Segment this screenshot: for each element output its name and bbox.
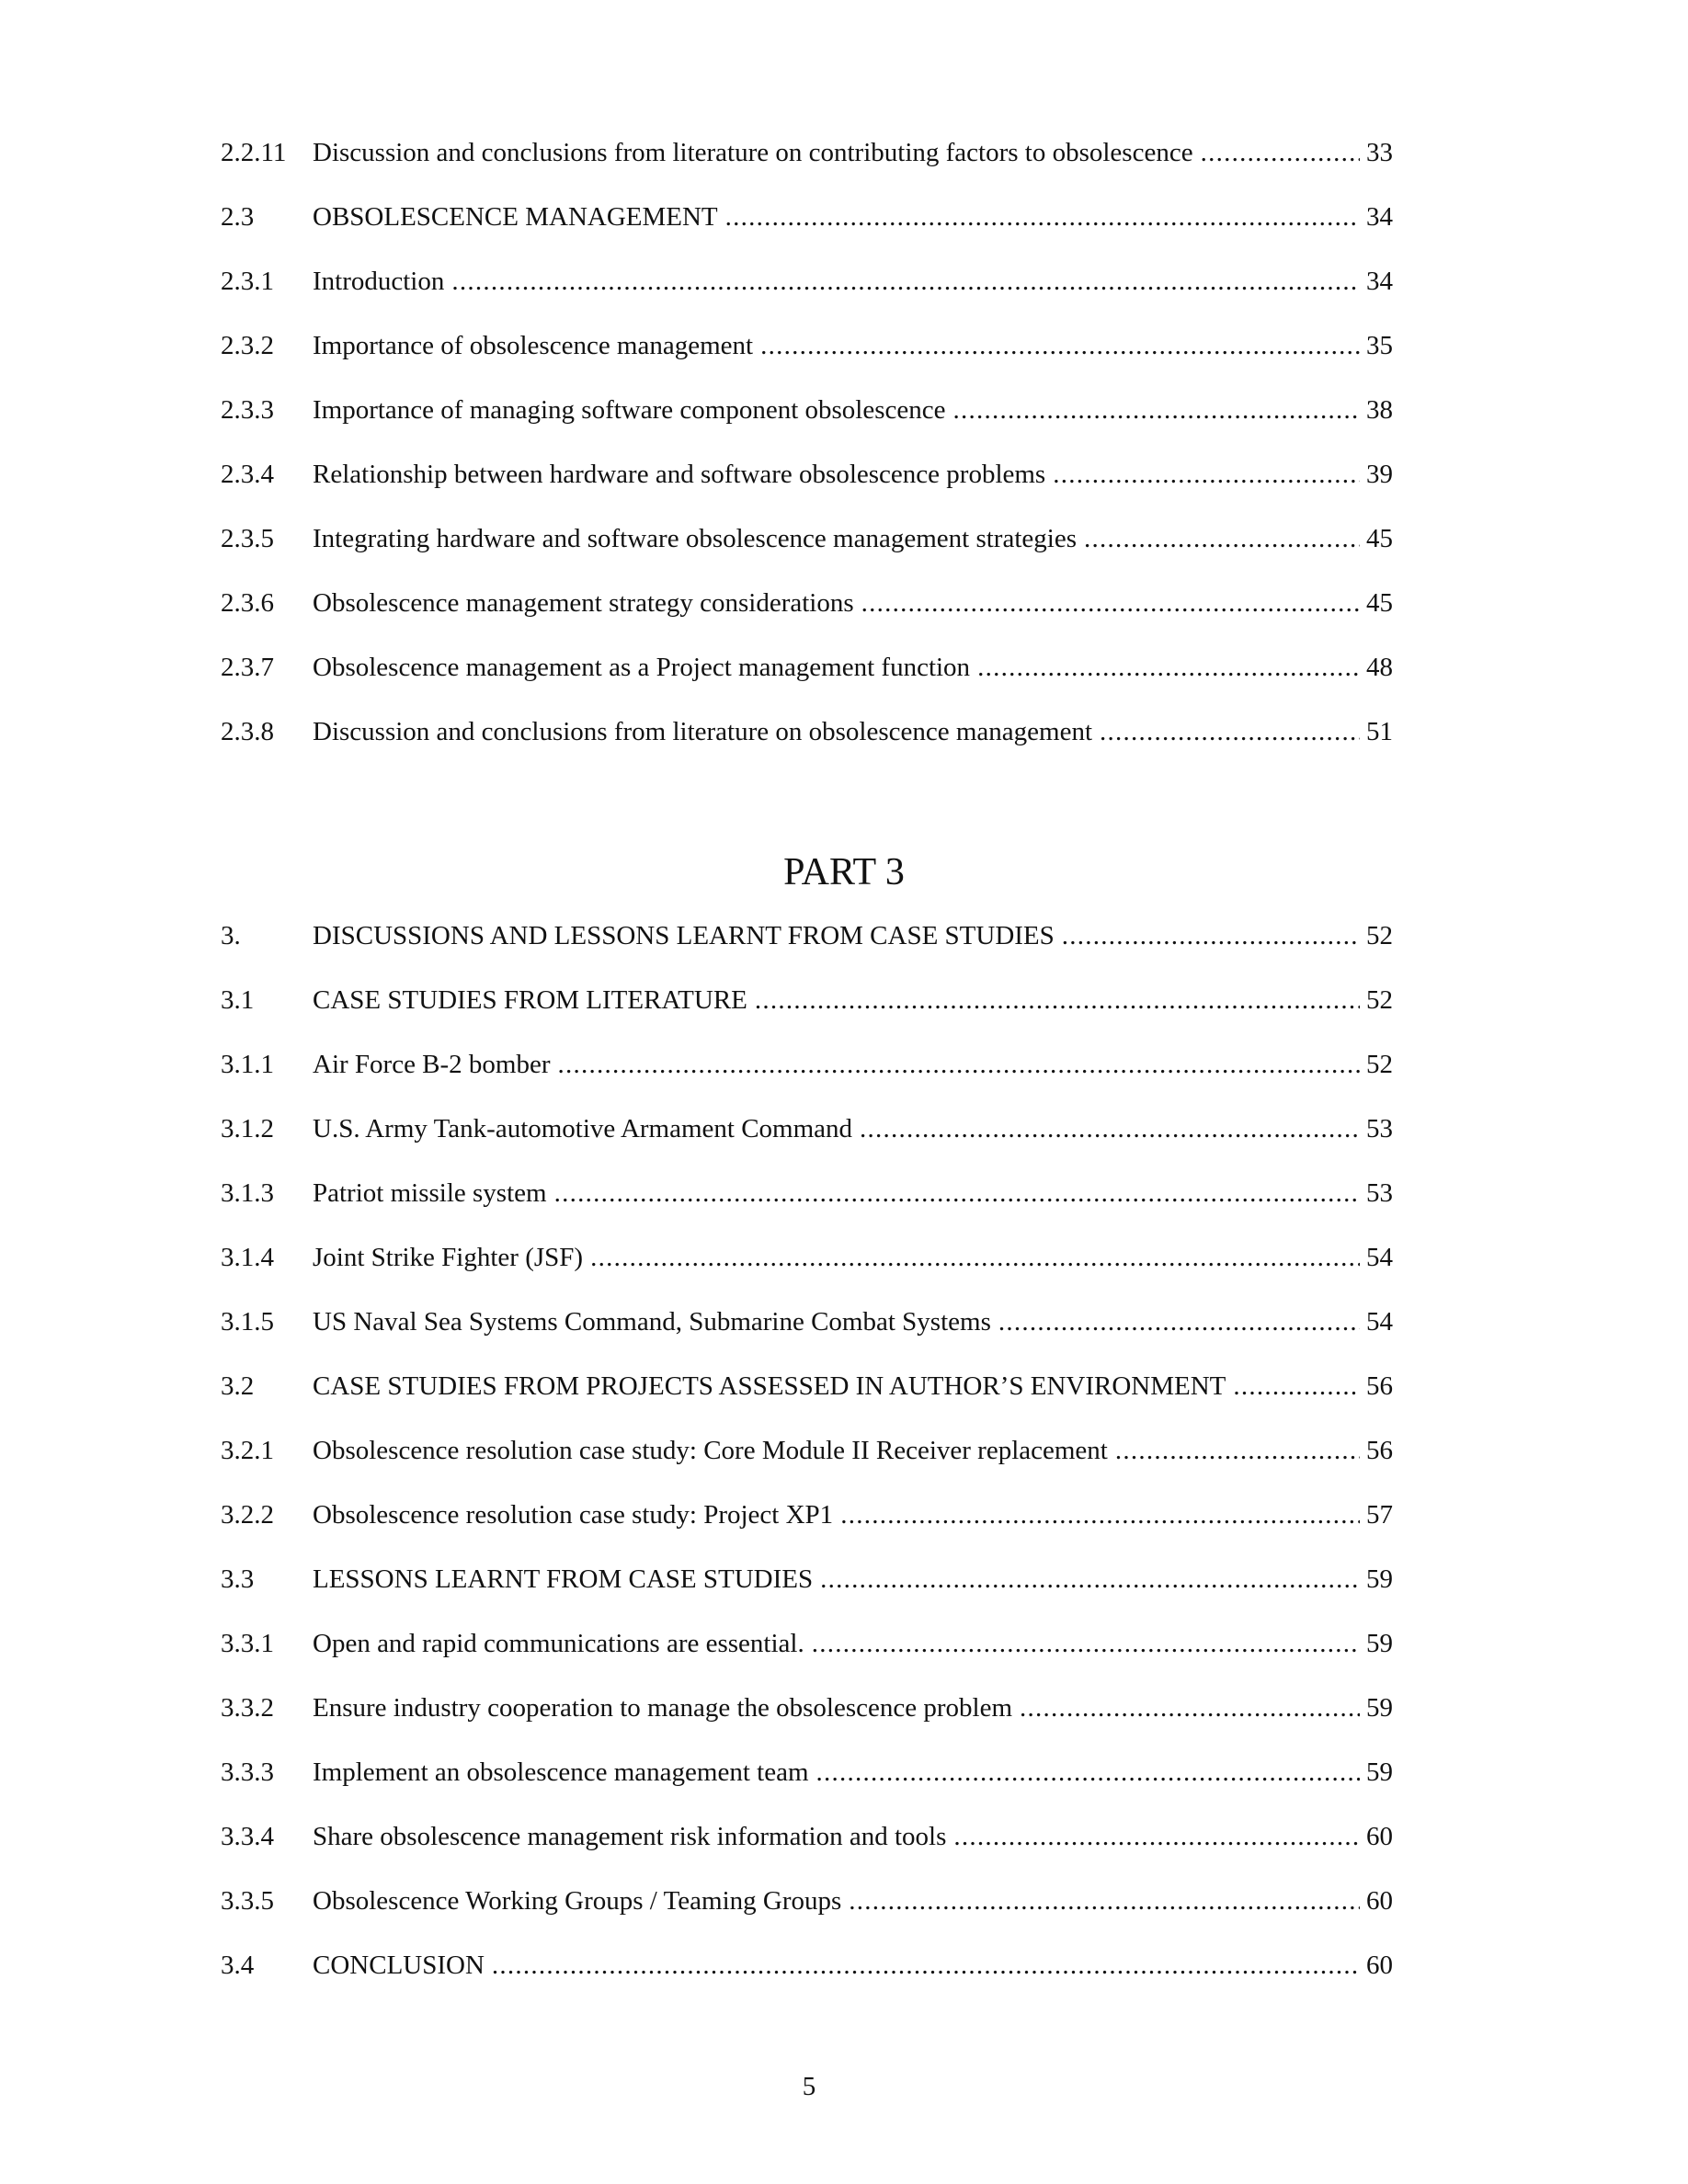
toc-entry [221,1631,1393,1695]
toc-entry-page: 60 [1366,1822,1393,1851]
dot-leader [953,397,1361,424]
toc-entry [221,1116,1393,1180]
toc-entry [221,204,1393,268]
toc-entry-page: 51 [1366,717,1393,746]
toc-entry-title: Obsolescence resolution case study: Core Module II Receiver replacement [313,1436,1108,1465]
toc-entry [221,1052,1393,1116]
toc-entry-page: 60 [1366,1886,1393,1916]
toc-entry-page: 56 [1366,1436,1393,1465]
dot-leader [977,654,1360,681]
toc-entry [221,1952,1393,2017]
toc-entry-number: 2.3.2 [221,331,274,360]
toc-entry-title: Introduction [313,267,445,296]
toc-entry-number: 3. [221,921,241,950]
toc-entry-page: 57 [1366,1500,1393,1530]
toc-entry-page: 59 [1366,1564,1393,1594]
toc-entry-title: Ensure industry cooperation to manage the obsolescence problem [313,1693,1013,1723]
toc-entry [221,397,1393,461]
toc-entry-number: 3.3.5 [221,1886,274,1916]
toc-entry-title: Integrating hardware and software obsolescence management strategies [313,524,1077,553]
toc-entry-page: 59 [1366,1629,1393,1658]
toc-entry-number: 3.3.3 [221,1757,274,1787]
toc-entry [221,987,1393,1052]
toc-entry [221,1502,1393,1566]
part-heading: PART 3 [783,851,905,893]
toc-entry-page: 34 [1366,267,1393,296]
toc-entry-number: 3.1.2 [221,1114,274,1143]
toc-entry-number: 2.3.5 [221,524,274,553]
toc-entry-number: 3.3.4 [221,1822,274,1851]
toc-entry-title: Open and rapid communications are essential. [313,1629,804,1658]
toc-entry-page: 60 [1366,1951,1393,1980]
toc-entry [221,1824,1393,1888]
toc-entry-page: 39 [1366,460,1393,489]
dot-leader [1053,461,1360,488]
toc-entry-number: 3.1.3 [221,1178,274,1208]
dot-leader [1115,1438,1360,1464]
toc-entry-title: DISCUSSIONS AND LESSONS LEARNT FROM CASE STUDIES [313,921,1055,950]
dot-leader [1020,1695,1360,1722]
dot-leader [860,1116,1360,1143]
toc-entry-number: 3.1.1 [221,1050,274,1079]
dot-leader [820,1566,1360,1593]
toc-entry [221,1180,1393,1245]
dot-leader [1084,526,1360,552]
toc-entry-number: 2.3 [221,202,255,232]
dot-leader [840,1502,1360,1529]
dot-leader [812,1631,1360,1657]
toc-entry-title: Air Force B-2 bomber [313,1050,551,1079]
toc-entry-number: 3.3 [221,1564,255,1594]
toc-entry [221,268,1393,333]
toc-entry-title: Joint Strike Fighter (JSF) [313,1243,584,1272]
toc-entry [221,923,1393,987]
toc-entry-page: 59 [1366,1693,1393,1723]
toc-entry-page: 33 [1366,138,1393,167]
toc-entry [221,1566,1393,1631]
toc-entry-number: 2.3.8 [221,717,274,746]
toc-entry [221,526,1393,590]
toc-entry-number: 3.1.4 [221,1243,274,1272]
toc-entry-page: 52 [1366,921,1393,950]
toc-entry-title: Obsolescence management as a Project management function [313,653,971,682]
dot-leader [861,590,1360,617]
toc-entry-title: Discussion and conclusions from literature on obsolescence management [313,717,1093,746]
toc-entry-title: Importance of managing software component obsolescence [313,395,946,425]
toc-entry-title: Share obsolescence management risk information and tools [313,1822,947,1851]
toc-entry-page: 48 [1366,653,1393,682]
page-number: 5 [802,2072,816,2101]
toc-entry-title: OBSOLESCENCE MANAGEMENT [313,202,718,232]
toc-entry-number: 2.3.1 [221,267,274,296]
toc-entry-title: Obsolescence Working Groups / Teaming Groups [313,1886,842,1916]
dot-leader [1100,719,1360,745]
toc-entry-title: Implement an obsolescence management team [313,1757,809,1787]
toc-part3 [221,923,1393,2017]
toc-entry-title: Obsolescence resolution case study: Project XP1 [313,1500,834,1530]
toc-entry-page: 45 [1366,524,1393,553]
toc-entry-page: 34 [1366,202,1393,232]
toc-entry-number: 3.2.2 [221,1500,274,1530]
toc-entry [221,1888,1393,1952]
dot-leader [953,1824,1360,1850]
dot-leader [760,333,1360,359]
toc-entry [221,461,1393,526]
toc-entry [221,654,1393,719]
toc-entry [221,333,1393,397]
toc-entry-number: 3.3.1 [221,1629,274,1658]
toc-entry-title: Discussion and conclusions from literature on contributing factors to obsolescence [313,138,1193,167]
toc-entry-number: 3.1 [221,985,255,1015]
dot-leader [492,1952,1360,1979]
toc-entry-page: 54 [1366,1307,1393,1337]
toc-entry-title: U.S. Army Tank-automotive Armament Command [313,1114,853,1143]
toc-entry-title: LESSONS LEARNT FROM CASE STUDIES [313,1564,814,1594]
toc-entry-number: 3.1.5 [221,1307,274,1337]
toc-entry-title: Obsolescence management strategy considerations [313,588,854,618]
dot-leader [725,204,1360,231]
toc-entry-number: 3.3.2 [221,1693,274,1723]
toc-entry-page: 52 [1366,985,1393,1015]
dot-leader [755,987,1360,1014]
toc-entry-page: 56 [1366,1371,1393,1401]
toc-entry [221,1245,1393,1309]
dot-leader [1201,140,1360,166]
dot-leader [998,1309,1360,1336]
dot-leader [1062,923,1360,950]
toc-entry [221,1759,1393,1824]
toc-entry-title: Patriot missile system [313,1178,547,1208]
toc-entry-title: US Naval Sea Systems Command, Submarine Combat Systems [313,1307,991,1337]
toc-entry-page: 45 [1366,588,1393,618]
toc-entry-title: CASE STUDIES FROM PROJECTS ASSESSED IN AUTHOR’S ENVIRONMENT [313,1371,1226,1401]
toc-entry [221,1695,1393,1759]
toc-entry [221,1438,1393,1502]
toc-entry-number: 2.3.7 [221,653,274,682]
toc-entry-number: 3.2 [221,1371,255,1401]
toc-entry-page: 52 [1366,1050,1393,1079]
toc-entry-number: 2.3.4 [221,460,274,489]
dot-leader [590,1245,1360,1271]
toc-entry-number: 3.2.1 [221,1436,274,1465]
toc-entry-page: 53 [1366,1114,1393,1143]
dot-leader [1233,1373,1360,1400]
dot-leader [558,1052,1360,1078]
toc-entry-number: 2.3.6 [221,588,274,618]
toc-entry-page: 38 [1366,395,1393,425]
toc-entry-page: 35 [1366,331,1393,360]
toc-entry [221,590,1393,654]
toc-entry-page: 54 [1366,1243,1393,1272]
dot-leader [451,268,1360,295]
toc-entry-number: 2.3.3 [221,395,274,425]
dot-leader [816,1759,1360,1786]
toc-entry [221,1373,1393,1438]
toc-entry-title: Relationship between hardware and software obsolescence problems [313,460,1046,489]
toc-entry-page: 53 [1366,1178,1393,1208]
toc-entry-number: 3.4 [221,1951,255,1980]
toc-entry-title: CONCLUSION [313,1951,485,1980]
toc-part2 [221,140,1393,783]
toc-entry [221,1309,1393,1373]
toc-entry-page: 59 [1366,1757,1393,1787]
dot-leader [554,1180,1360,1207]
toc-entry [221,719,1393,783]
dot-leader [849,1888,1360,1915]
toc-entry-title: Importance of obsolescence management [313,331,754,360]
toc-entry-number: 2.2.11 [221,138,287,167]
toc-entry-title: CASE STUDIES FROM LITERATURE [313,985,747,1015]
toc-entry [221,140,1393,204]
